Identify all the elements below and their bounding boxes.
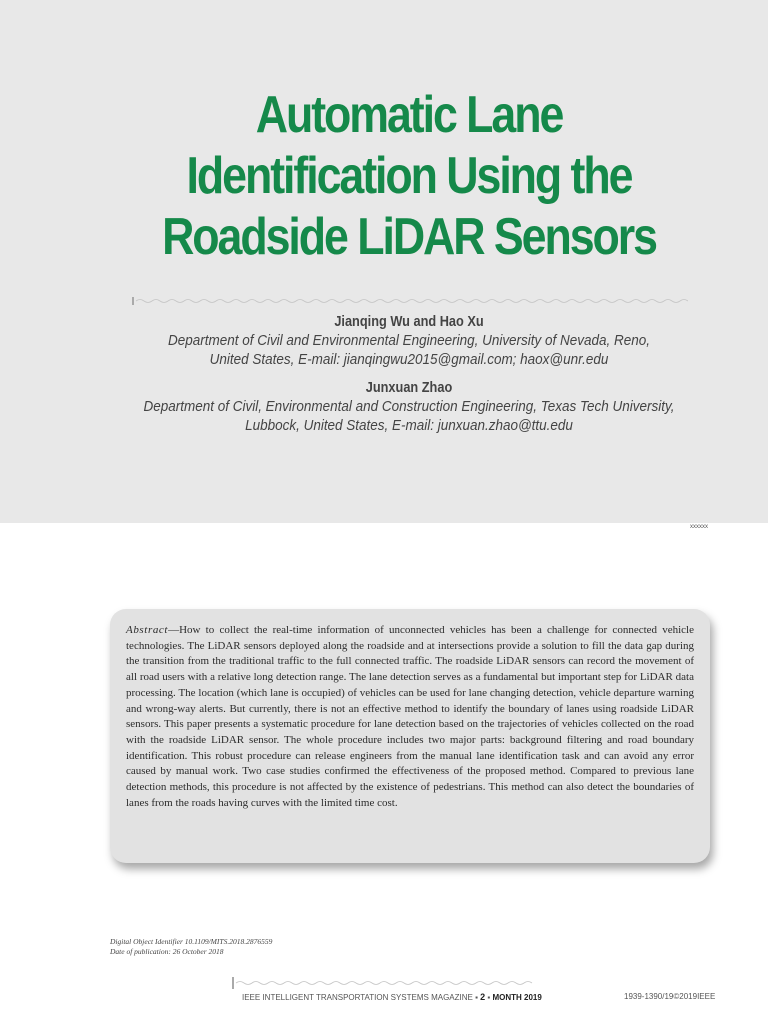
author-affiliation: Department of Civil, Environmental and Construction Engineering, Texas Tech University, bbox=[143, 399, 675, 415]
publication-info bbox=[110, 937, 272, 957]
author-names: Junxuan Zhao bbox=[365, 380, 453, 396]
title-line: Roadside LiDAR Sensors bbox=[162, 208, 656, 266]
author-affiliation: United States, E-mail: jianqingwu2015@gmail.com; haox@unr.edu bbox=[209, 352, 609, 368]
author-affiliation: Department of Civil and Environmental Engineering, University of Nevada, Reno, bbox=[168, 333, 650, 349]
author-names: Jianqing Wu and Hao Xu bbox=[334, 314, 484, 330]
abstract-separator: — bbox=[168, 624, 180, 636]
title-divider bbox=[132, 296, 688, 306]
issue-month: MONTH 2019 bbox=[492, 993, 542, 1002]
page-number: 2 bbox=[480, 992, 486, 1002]
footer-separator: ▪ bbox=[487, 993, 493, 1002]
abstract-box bbox=[110, 609, 710, 863]
journal-name: IEEE INTELLIGENT TRANSPORTATION SYSTEMS MAGAZINE bbox=[242, 993, 473, 1002]
publication-date: Date of publication: 26 October 2018 bbox=[110, 947, 224, 956]
issn: 1939-1390/19©2019IEEE bbox=[624, 992, 716, 1001]
title-line: Identification Using the bbox=[186, 147, 632, 205]
authors-block bbox=[40, 312, 768, 436]
article-title bbox=[92, 85, 727, 268]
doi-line: Digital Object Identifier 10.1109/MITS.2018.2876559 bbox=[110, 937, 273, 946]
author-affiliation: Lubbock, United States, E-mail: junxuan.zhao@ttu.edu bbox=[245, 418, 573, 434]
footer-journal bbox=[242, 992, 542, 1002]
abstract-label: Abstract bbox=[126, 624, 169, 636]
abstract-body: How to collect the real-time information of unconnected vehicles has been a challenge for connected vehicle technologies. The LiDAR sensors deployed along the roadside and at intersections provide a solution to fill the data gap during the transition from the traditional traffic to the full connected traffic. The roadside LiDAR sensors can record the movement of all road users with a relative long detection range. The lane detection serves as a fundamental but important step for LiDAR data processing. The location (which lane is occupied) of vehicles can be used for lane changing detection, vehicle departure warning and wrong-way alerts. But currently, there is not an effective method to identify the boundary of lanes using roadside LiDAR sensors. This paper presents a systematic procedure for lane detection based on the trajectories of vehicles collected on the road with the roadside LiDAR sensor. The whole procedure includes two major parts: background filtering and road boundary identification. This robust procedure can release engineers from the manual lane identification task and can avoid any error caused by manual work. Two case studies confirmed the effectiveness of the proposed method. Compared to previous lane detection methods, this procedure is not affected by the existence of pedestrians. This method can also detect the boundaries of lanes from the roads having curves with the limited time cost. bbox=[126, 624, 694, 809]
footer-separator: ▪ bbox=[475, 993, 481, 1002]
footer-divider bbox=[232, 977, 538, 989]
abstract-text bbox=[126, 623, 694, 811]
title-line: Automatic Lane bbox=[255, 86, 563, 144]
code-mark: xxxxxx bbox=[690, 524, 708, 530]
